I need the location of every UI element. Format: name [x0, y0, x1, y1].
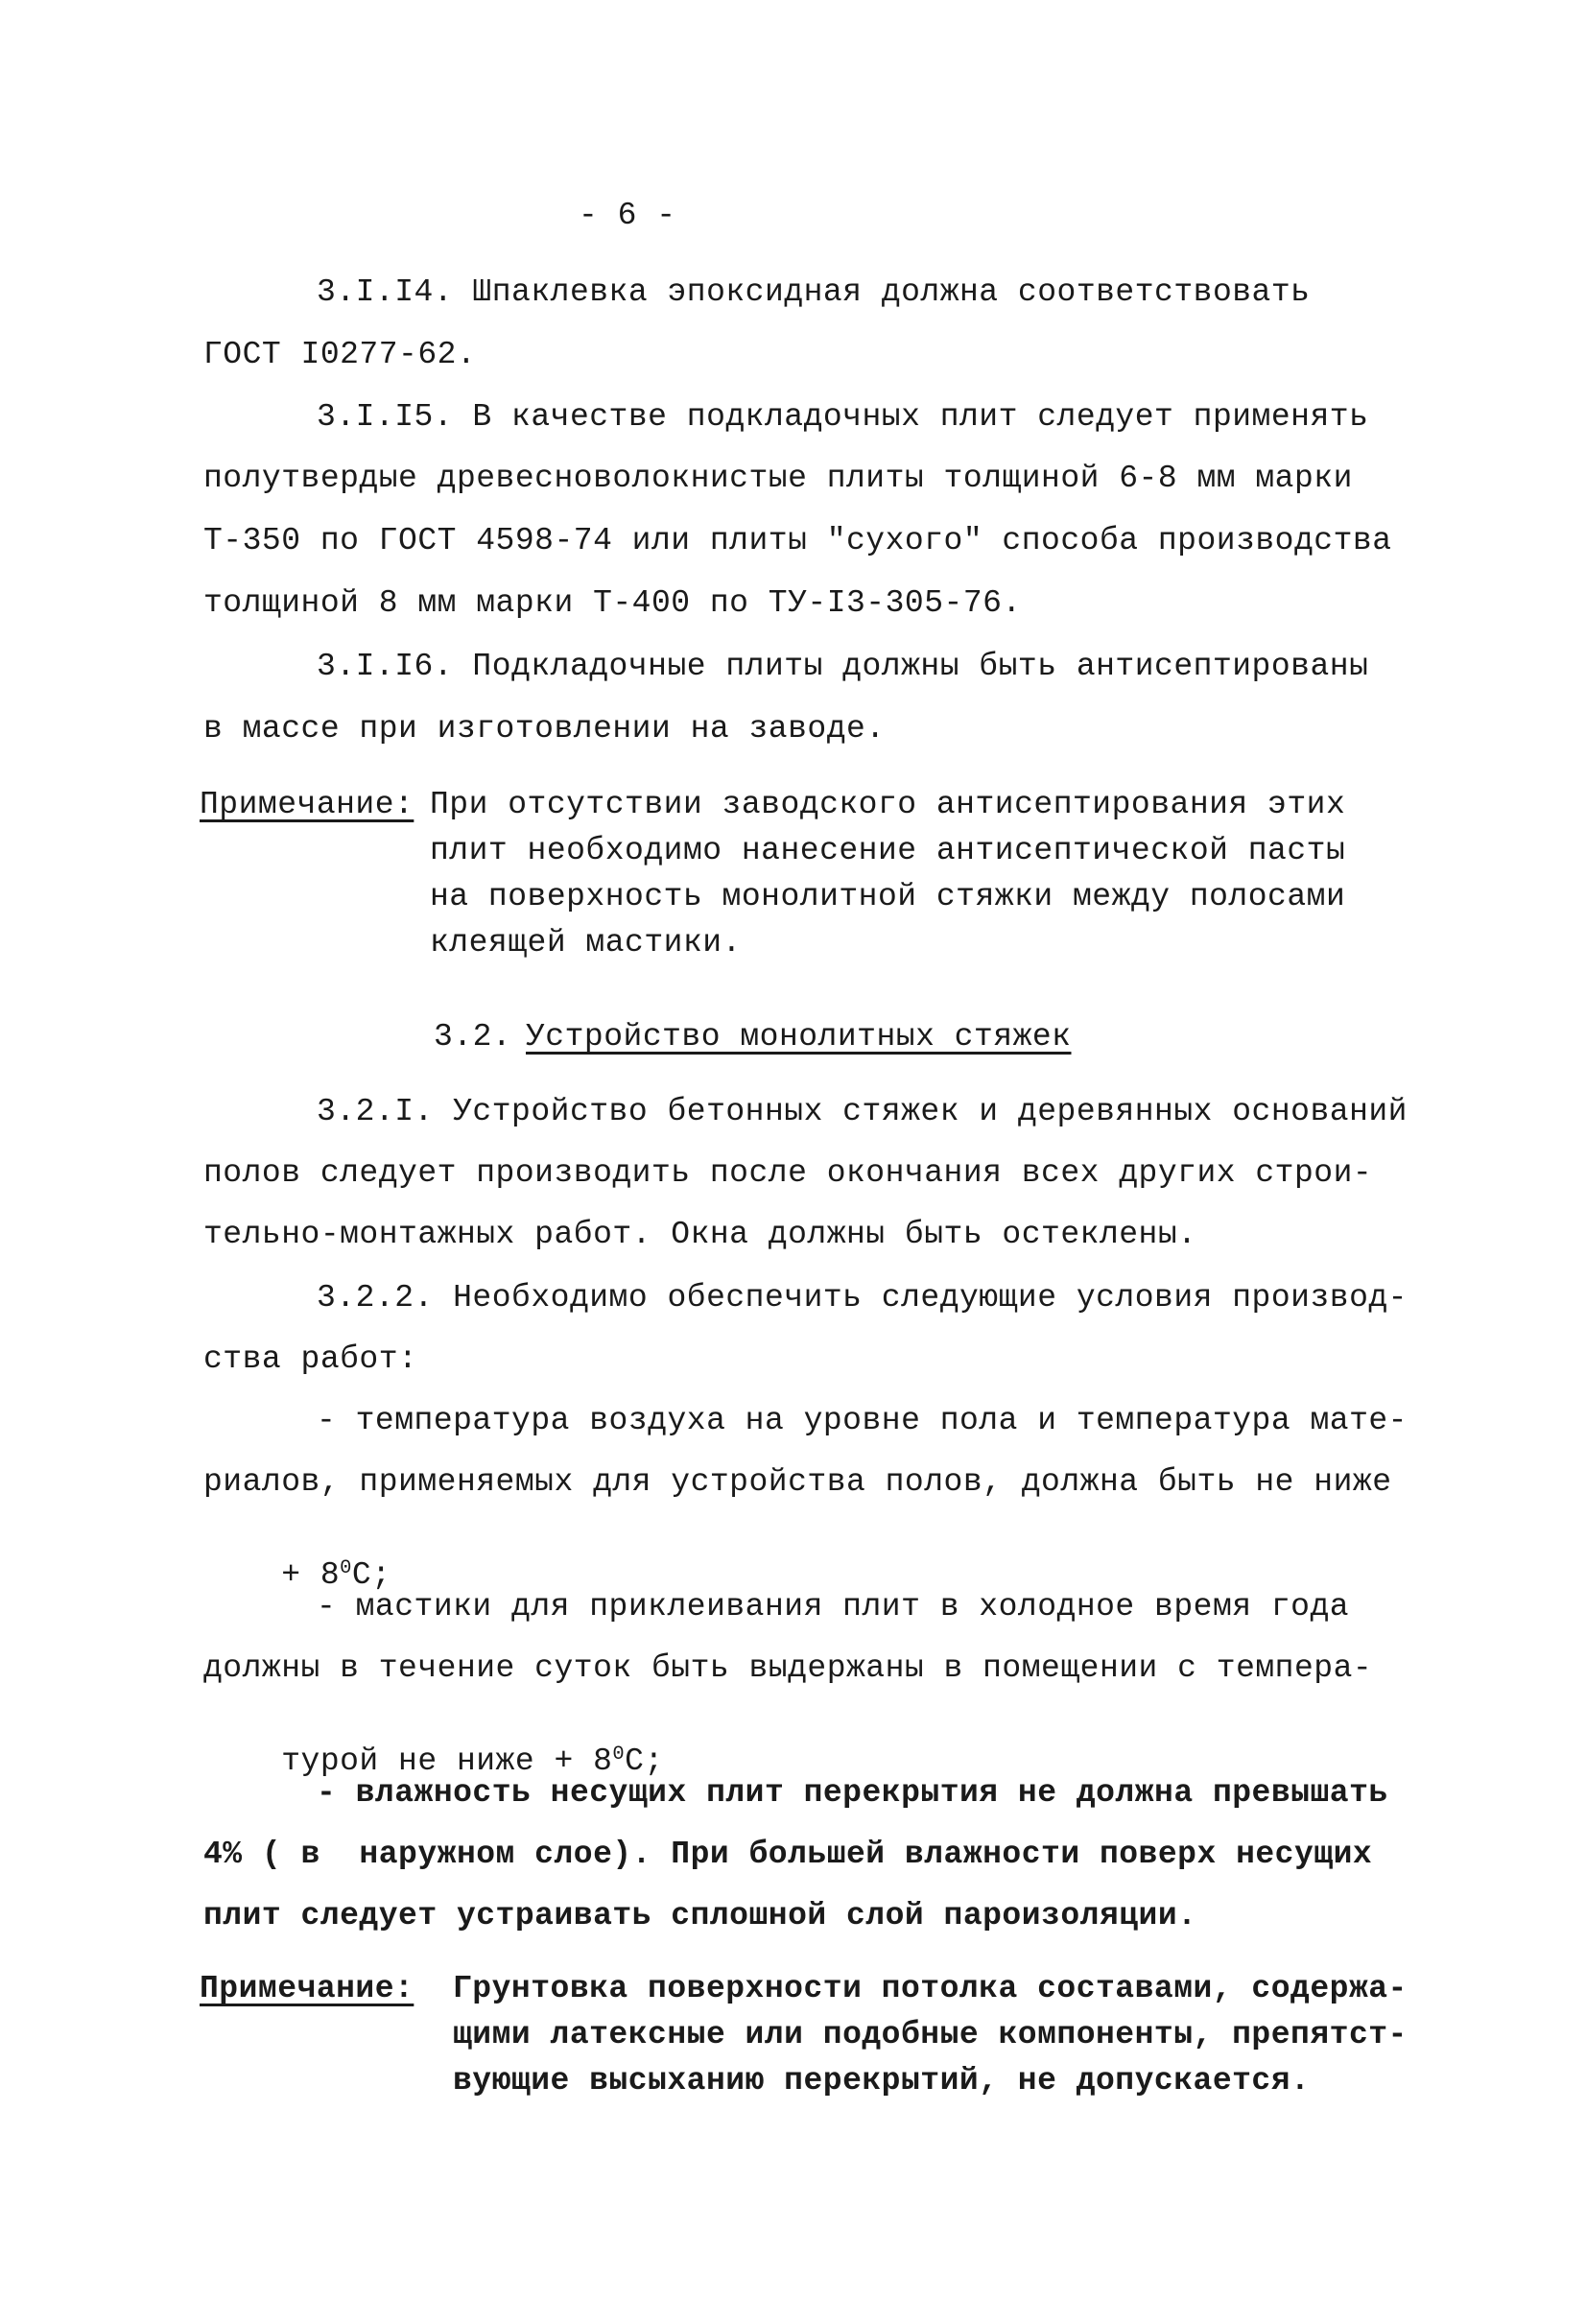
paragraph-3-2-2-line: 3.2.2. Необходимо обеспечить следующие условия производ- — [317, 1280, 1408, 1316]
page-number: - 6 - — [579, 198, 676, 233]
paragraph-3-1-15-line: полутвердые древесноволокнистые плиты толщиной 6-8 мм марки — [203, 461, 1353, 496]
paragraph-3-2-1-line: тельно-монтажных работ. Окна должны быть остеклены. — [203, 1217, 1197, 1252]
list-item-line: должны в течение суток быть выдержаны в помещении с темпера- — [203, 1650, 1373, 1686]
paragraph-3-2-2-line: ства работ: — [203, 1341, 418, 1377]
note-text-line: вующие высыханию перекрытий, не допускается. — [453, 2063, 1311, 2099]
paragraph-3-1-16-line: 3.I.I6. Подкладочные плиты должны быть антисептированы — [317, 649, 1369, 684]
temperature-suffix: С; — [625, 1743, 664, 1779]
note-label: Примечание: — [200, 1971, 414, 2006]
paragraph-3-2-1-line: 3.2.I. Устройство бетонных стяжек и деревянных оснований — [317, 1094, 1408, 1129]
note-text-line: клеящей мастики. — [430, 925, 742, 960]
temperature-prefix: турой не ниже + 8 — [281, 1743, 613, 1779]
section-number: 3.2. — [434, 1019, 512, 1055]
temperature-suffix: С; — [351, 1557, 391, 1593]
list-item-line: - температура воздуха на уровне пола и температура мате- — [317, 1403, 1408, 1438]
list-item-line: - влажность несущих плит перекрытия не должна превышать — [317, 1775, 1388, 1811]
note-text-line: на поверхность монолитной стяжки между полосами — [430, 879, 1346, 914]
list-item-line: риалов, применяемых для устройства полов, должна быть не ниже — [203, 1464, 1392, 1500]
paragraph-3-1-15-line: толщиной 8 мм марки Т-400 по ТУ-I3-305-76. — [203, 585, 1022, 621]
note-text-line: При отсутствии заводского антисептирования этих — [430, 787, 1346, 822]
list-item-line: - мастики для приклеивания плит в холодное время года — [317, 1589, 1350, 1624]
paragraph-3-1-16-line: в массе при изготовлении на заводе. — [203, 711, 886, 747]
paragraph-3-1-15-line: Т-350 по ГОСТ 4598-74 или плиты "сухого" способа производства — [203, 523, 1392, 558]
temperature-prefix: + 8 — [281, 1557, 341, 1593]
paragraph-3-1-15-line: 3.I.I5. В качестве подкладочных плит следует применять — [317, 399, 1369, 435]
note-text-line: Грунтовка поверхности потолка составами, содержа- — [453, 1971, 1408, 2006]
degree-superscript: 0 — [612, 1743, 626, 1766]
note-label: Примечание: — [200, 787, 414, 822]
list-item-line: 4% ( в наружном слое). При большей влажности поверх несущих — [203, 1837, 1373, 1872]
paragraph-3-2-1-line: полов следует производить после окончания всех других строи- — [203, 1155, 1373, 1191]
note-text-line: плит необходимо нанесение антисептической пасты — [430, 833, 1346, 868]
paragraph-3-1-14-line: 3.I.I4. Шпаклевка эпоксидная должна соответствовать — [317, 274, 1311, 310]
paragraph-3-1-14-line: ГОСТ I0277-62. — [203, 337, 477, 372]
note-text-line: щими латексные или подобные компоненты, препятст- — [453, 2017, 1408, 2052]
degree-superscript: 0 — [340, 1556, 352, 1579]
section-title: Устройство монолитных стяжек — [526, 1019, 1072, 1055]
list-item-line: плит следует устраивать сплошной слой пароизоляции. — [203, 1898, 1197, 1933]
